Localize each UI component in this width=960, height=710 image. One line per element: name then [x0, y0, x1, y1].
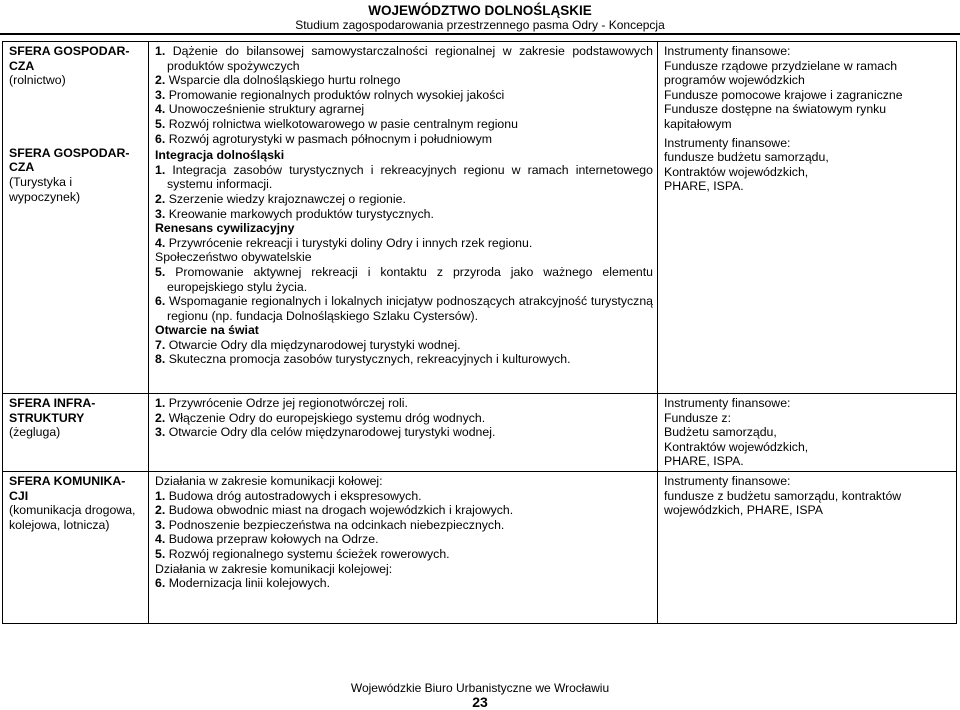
instrument-line: Fundusze dostępne na światowym rynku kapitałowym [664, 102, 887, 131]
actions-cell [149, 42, 658, 394]
list-item: 6. Rozwój agroturystyki w pasmach północnym i południowym [155, 131, 492, 146]
table-row [3, 471, 957, 623]
instruments-cell [658, 394, 957, 472]
instrument-line: Instrumenty finansowe: [664, 396, 791, 410]
instrument-line: Budżetu samorządu, [664, 425, 777, 440]
list-item: 1. Integracja zasobów turystycznych i rekreacyjnych regionu w ramach internetowego systemu informacji. [155, 162, 653, 192]
instrument-line: Instrumenty finansowe: [664, 473, 791, 488]
action-list [155, 44, 653, 146]
sphere-detail: (Turystyka i wypoczynek) [9, 174, 81, 204]
header-divider [0, 33, 960, 35]
list-item: 6. Wspomaganie regionalnych i lokalnych inicjatyw podnoszących atrakcyjność turystyczną regionu (np. fundacja Dolnośląskiego Szlaku Cystersów). [155, 294, 654, 323]
action-list [155, 163, 653, 221]
sphere-block [9, 146, 144, 204]
action-list [155, 576, 653, 591]
document-title: WOJEWÓDZTWO DOLNOŚLĄSKIE [368, 3, 592, 18]
instrument-line: Kontraktów wojewódzkich, [664, 164, 809, 179]
list-item: 8. Skuteczna promocja zasobów turystycznych, rekreacyjnych i kulturowych. [155, 352, 571, 367]
section-heading: Działania w zakresie komunikacji kołowej: [155, 473, 383, 488]
action-list [155, 396, 653, 440]
list-item: 1. Budowa dróg autostradowych i ekspresowych. [155, 488, 422, 503]
list-item: 5. Rozwój rolnictwa wielkotowarowego w pasie centralnym regionu [155, 116, 518, 131]
section-heading: Otwarcie na świat [155, 323, 259, 338]
sphere-name: SFERA GOSPODAR-CZA [9, 44, 130, 73]
list-item: 1. Dążenie do bilansowej samowystarczalności regionalnej w zakresie podstawowych produktów spożywczych [155, 44, 653, 73]
action-list [155, 338, 653, 367]
sphere-detail: (rolnictwo) [9, 73, 66, 88]
section-heading: Integracja dolnośląski [155, 148, 285, 163]
sphere-cell [3, 394, 149, 472]
sphere-detail: (żegluga) [9, 425, 61, 440]
sphere-detail: (komunikacja drogowa, kolejowa, lotnicza) [9, 503, 136, 532]
list-item: 2. Włączenie Odry do europejskiego systemu dróg wodnych. [155, 410, 486, 425]
footer-office: Wojewódzkie Biuro Urbanistyczne we Wrocławiu [350, 681, 610, 695]
instrument-line: Fundusze rządowe przydzielane w ramach programów wojewódzkich [664, 58, 898, 88]
table-row [3, 394, 957, 472]
instrument-line: Kontraktów wojewódzkich, [664, 439, 809, 454]
list-item: 1. Przywrócenie Odrze jej regionotwórczej roli. [155, 396, 408, 410]
page-number: 23 [472, 694, 488, 710]
instrument-line: Instrumenty finansowe: [664, 135, 791, 150]
instrument-line: fundusze budżetu samorządu, [664, 150, 829, 165]
section-heading: Społeczeństwo obywatelskie [155, 250, 312, 265]
strategy-table [2, 41, 957, 624]
instrument-line: fundusze z budżetu samorządu, kontraktów wojewódzkich, PHARE, ISPA [664, 488, 902, 518]
list-item: 5. Promowanie aktywnej rekreacji i kontaktu z przyroda jako ważnego elementu europejskiego stylu życia. [155, 264, 653, 294]
instrument-line: Fundusze z: [664, 410, 731, 425]
list-item: 4. Budowa przepraw kołowych na Odrze. [155, 532, 379, 547]
sphere-cell [3, 42, 149, 394]
instrument-line: Instrumenty finansowe: [664, 44, 791, 58]
instrument-line: PHARE, ISPA. [664, 179, 744, 194]
action-list [155, 236, 653, 251]
actions-cell [149, 471, 658, 623]
list-item: 4. Przywrócenie rekreacji i turystyki doliny Odry i innych rzek regionu. [155, 235, 533, 250]
sphere-name: SFERA INFRA-STRUKTURY [9, 396, 96, 425]
action-list [155, 489, 653, 562]
actions-cell [149, 394, 658, 472]
list-item: 7. Otwarcie Odry dla międzynarodowej turystyki wodnej. [155, 337, 461, 352]
instrument-line: PHARE, ISPA. [664, 454, 744, 469]
list-item: 3. Kreowanie markowych produktów turystycznych. [155, 206, 434, 221]
list-item: 3. Promowanie regionalnych produktów rolnych wysokiej jakości [155, 87, 505, 102]
section-heading: Renesans cywilizacyjny [155, 221, 295, 236]
table-row [3, 42, 957, 394]
sphere-cell [3, 471, 149, 623]
list-item: 5. Rozwój regionalnego systemu ścieżek rowerowych. [155, 546, 450, 561]
list-item: 3. Otwarcie Odry dla celów międzynarodowej turystyki wodnej. [155, 425, 496, 440]
list-item: 2. Wsparcie dla dolnośląskiego hurtu rolnego [155, 73, 401, 88]
action-list [155, 265, 653, 323]
sphere-name: SFERA KOMUNIKA-CJI [9, 473, 126, 503]
sphere-name: SFERA GOSPODAR-CZA [9, 145, 130, 175]
list-item: 3. Podnoszenie bezpieczeństwa na odcinkach niebezpiecznych. [155, 517, 505, 532]
list-item: 4. Unowocześnienie struktury agrarnej [155, 102, 365, 117]
instruments-cell [658, 471, 957, 623]
instrument-line: Fundusze pomocowe krajowe i zagraniczne [664, 87, 903, 102]
list-item: 6. Modernizacja linii kolejowych. [155, 576, 330, 591]
instruments-cell [658, 42, 957, 394]
list-item: 2. Szerzenie wiedzy krajoznawczej o regionie. [155, 191, 406, 206]
document-subtitle: Studium zagospodarowania przestrzennego pasma Odry - Koncepcja [295, 18, 665, 32]
page-header [0, 0, 960, 33]
list-item: 2. Budowa obwodnic miast na drogach wojewódzkich i krajowych. [155, 503, 514, 518]
section-heading: Działania w zakresie komunikacji kolejowej: [155, 561, 393, 576]
sphere-block [9, 44, 144, 88]
